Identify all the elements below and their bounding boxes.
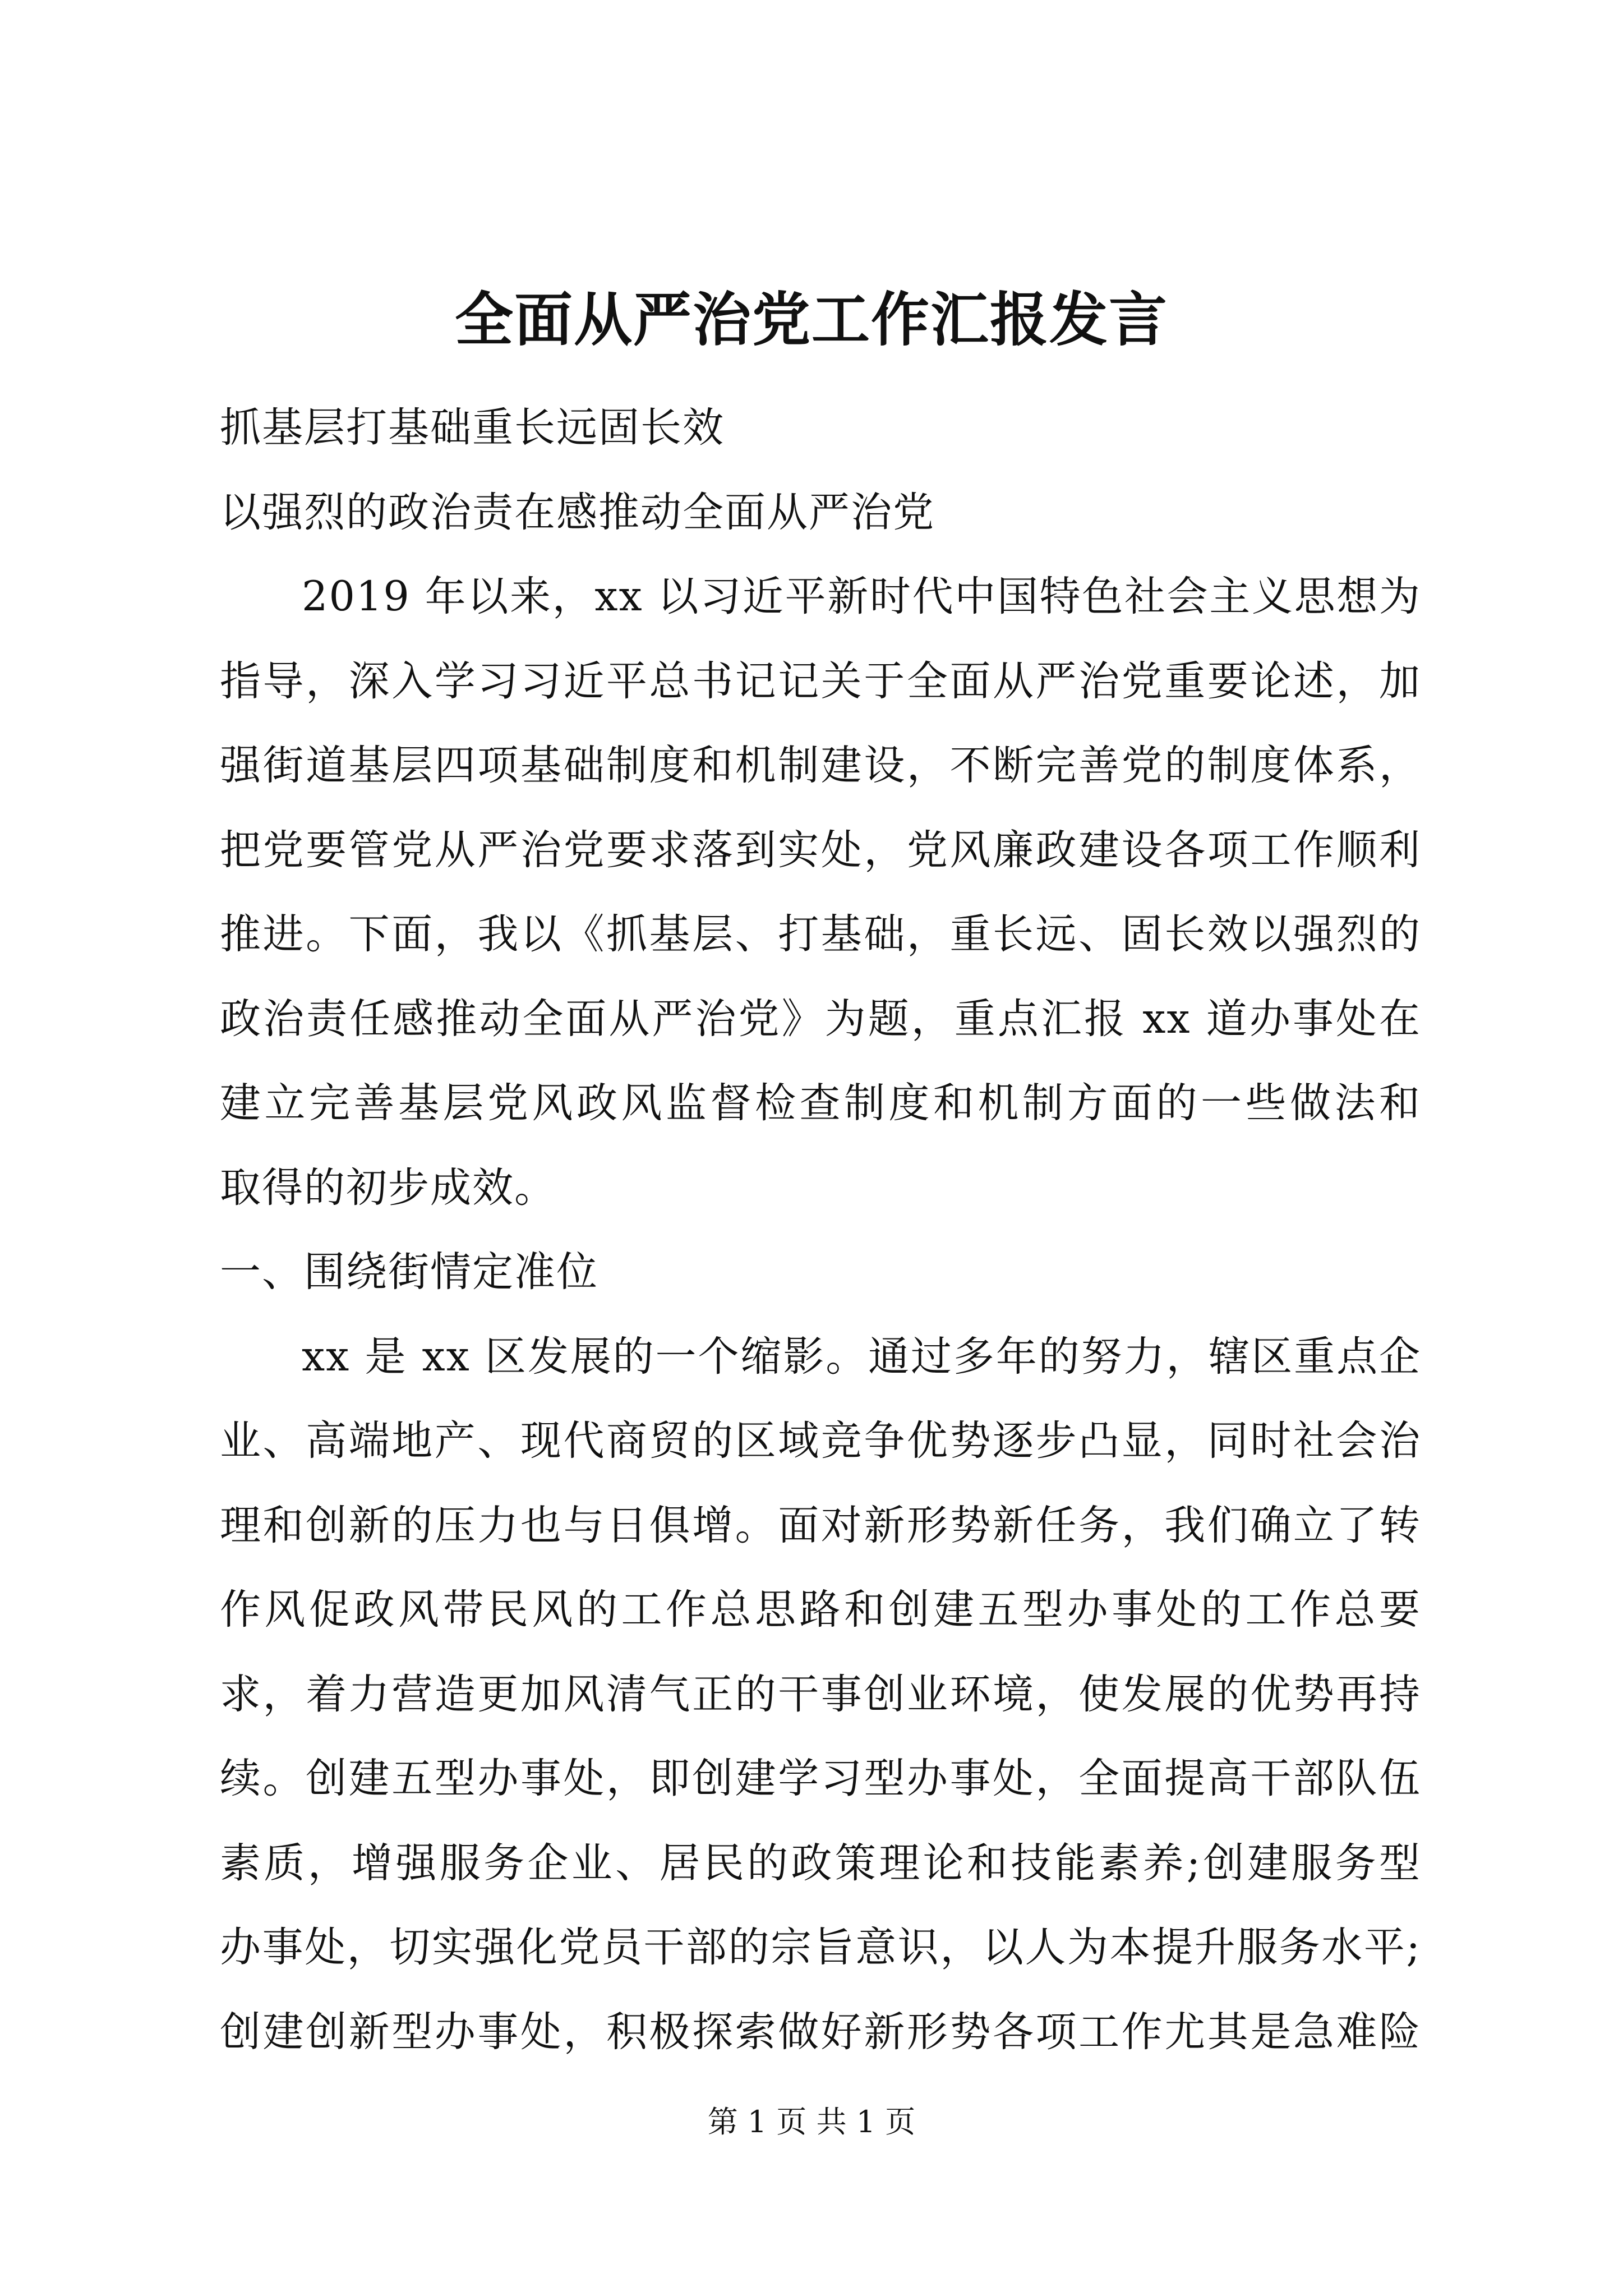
paragraph-line: 指导，深入学习习近平总书记记关于全面从严治党重要论述，加 [220, 657, 1421, 705]
document-title: 全面从严治党工作汇报发言 [454, 285, 1168, 354]
paragraph-line: 把党要管党从严治党要求落到实处，党风廉政建设各项工作顺利 [220, 826, 1421, 874]
paragraph-line: 续。创建五型办事处，即创建学习型办事处，全面提高干部队伍 [220, 1755, 1421, 1802]
page-footer: 第 1 页 共 1 页 [707, 2104, 916, 2139]
paragraph-line: xx 是 xx 区发展的一个缩影。通过多年的努力，辖区重点企 [302, 1332, 1421, 1381]
paragraph-line: 业、高端地产、现代商贸的区域竞争优势逐步凸显，同时社会治 [220, 1417, 1421, 1465]
paragraph [220, 555, 1421, 1230]
paragraph-line: 建立完善基层党风政风监督检查制度和机制方面的一些做法和 [220, 1079, 1421, 1127]
paragraph-line: 理和创新的压力也与日俱增。面对新形势新任务，我们确立了转 [220, 1501, 1421, 1549]
paragraph-line: 创建创新型办事处，积极探索做好新形势各项工作尤其是急难险 [220, 2008, 1421, 2056]
paragraph-line: 办事处，切实强化党员干部的宗旨意识，以人为本提升服务水平; [220, 1924, 1421, 1971]
paragraph [220, 1315, 1421, 2075]
subtitle-line: 抓基层打基础重长远固长效 [220, 404, 725, 452]
paragraph-line: 作风促政风带民风的工作总思路和创建五型办事处的工作总要 [220, 1586, 1421, 1634]
document-body [220, 386, 1421, 2074]
paragraph-line: 取得的初步成效。 [220, 1163, 556, 1212]
paragraph-line: 求，着力营造更加风清气正的干事创业环境，使发展的优势再持 [220, 1670, 1421, 1718]
section-heading: 一、围绕街情定准位 [220, 1248, 598, 1296]
paragraph-line: 政治责任感推动全面从严治党》为题，重点汇报 xx 道办事处在 [220, 995, 1421, 1043]
paragraph-line: 素质，增强服务企业、居民的政策理论和技能素养;创建服务型 [220, 1839, 1421, 1887]
paragraph-line: 2019 年以来，xx 以习近平新时代中国特色社会主义思想为 [302, 573, 1421, 620]
paragraph-line: 强街道基层四项基础制度和机制建设，不断完善党的制度体系， [220, 742, 1421, 789]
paragraph-line: 推进。下面，我以《抓基层、打基础，重长远、固长效以强烈的 [220, 910, 1421, 958]
subtitle-line: 以强烈的政治责在感推动全面从严治党 [220, 488, 935, 536]
